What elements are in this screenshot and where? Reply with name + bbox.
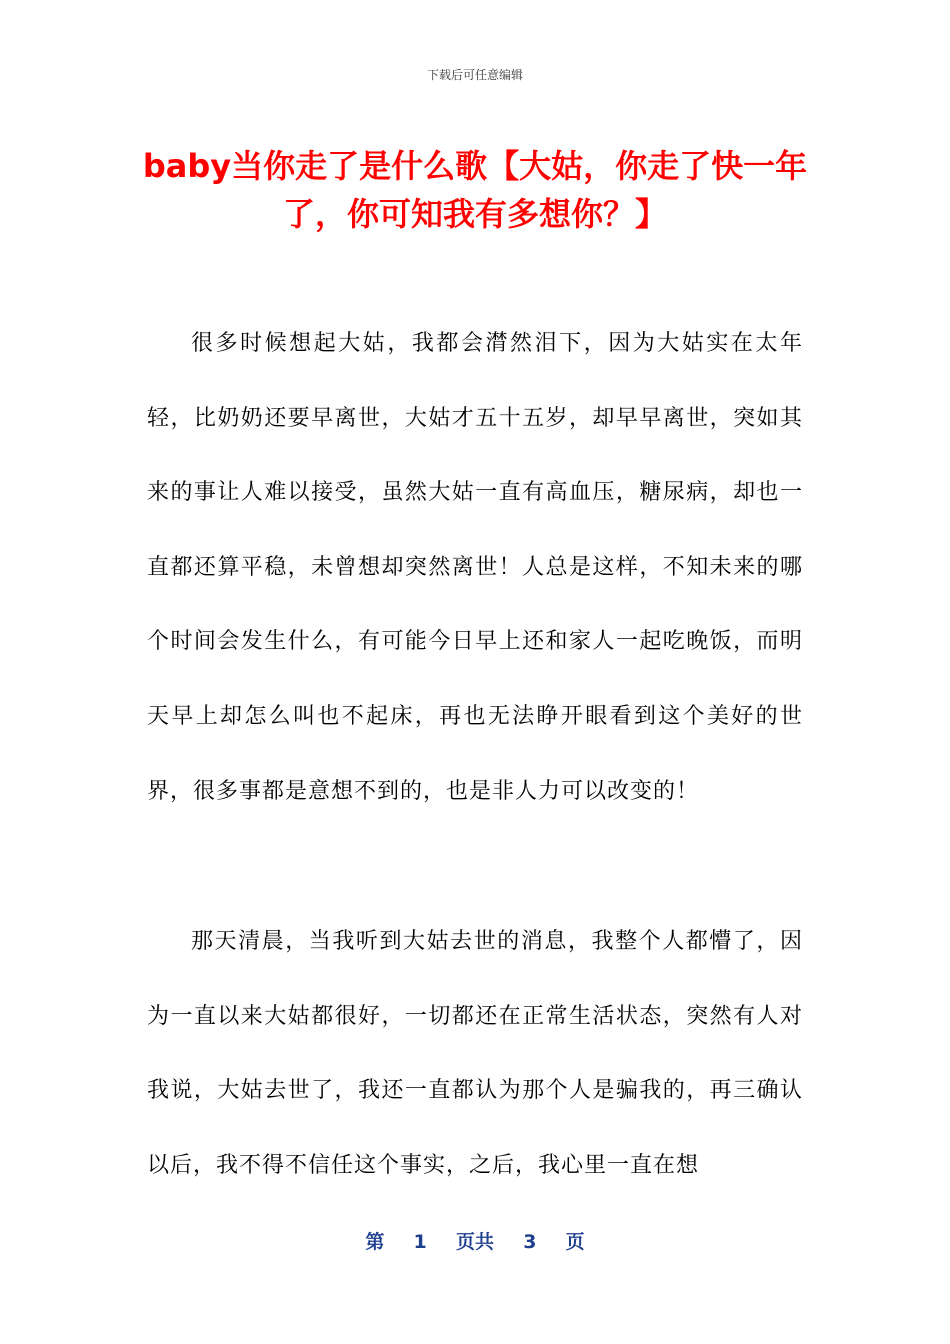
page-number-label: 第 1 页共 3 页 <box>365 1231 585 1253</box>
header-note: 下载后可任意编辑 <box>426 68 523 82</box>
paragraph-1: 很多时候想起大姑，我都会潸然泪下，因为大姑实在太年轻，比奶奶还要早离世，大姑才五十五岁，却早早离世，突如其来的事让人难以接受，虽然大姑一直有高血压，糖尿病，却也一直都还算平稳，未曾想却突然离世！人总是这样，不知未来的哪个时间会发生什么，有可能今日早上还和家人一起吃晚饭，而明天早上却怎么叫也不起床，再也无法睁开眼看到这个美好的世界，很多事都是意想不到的，也是非人力可以改变的！ <box>147 331 803 804</box>
page-number-footer <box>0 1227 950 1254</box>
paragraph-2: 那天清晨，当我听到大姑去世的消息，我整个人都懵了，因为一直以来大姑都很好，一切都还在正常生活状态，突然有人对我说，大姑去世了，我还一直都认为那个人是骗我的，再三确认以后，我不得不信任这个事实，之后，我心里一直在想 <box>147 929 803 1178</box>
document-title: baby当你走了是什么歌【大姑，你走了快一年了，你可知我有多想你？】 <box>142 147 808 233</box>
